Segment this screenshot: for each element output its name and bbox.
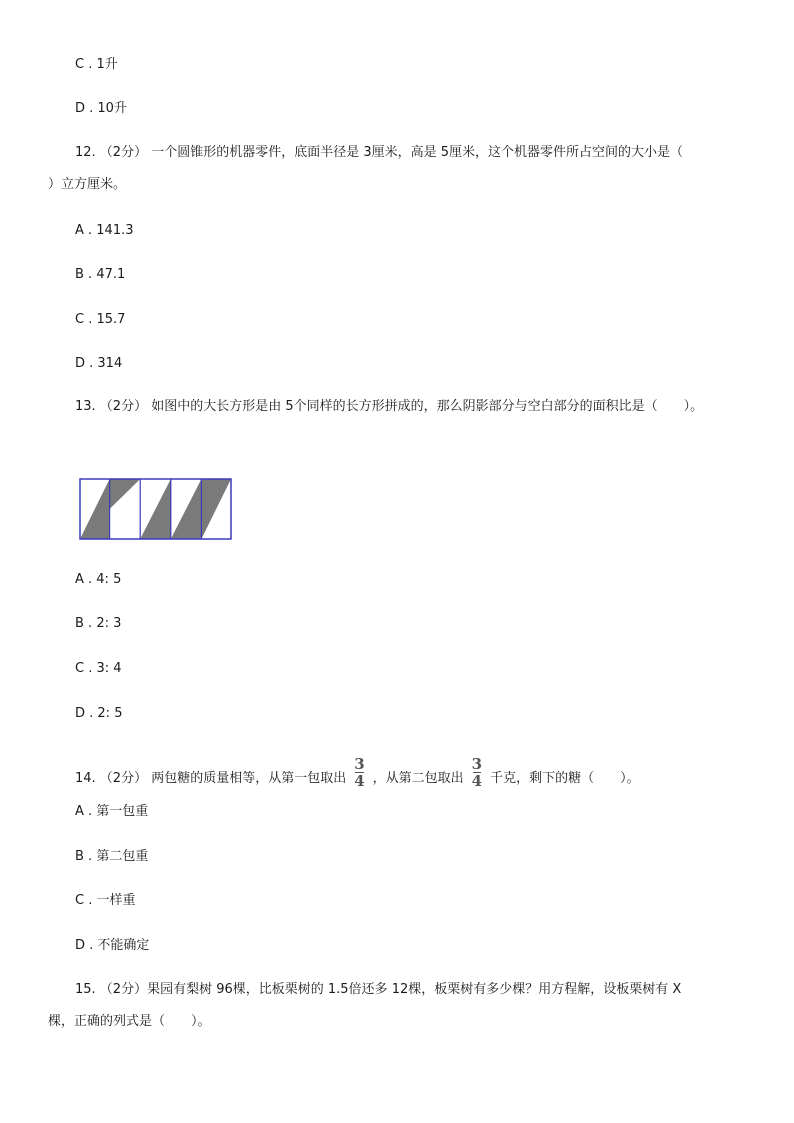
option-12d: D . 314	[75, 356, 123, 371]
question-12-text-cont: ）立方厘米。	[48, 177, 127, 192]
fraction-1-numerator: 3	[354, 755, 365, 773]
shaded-triangle-3	[140, 479, 171, 539]
fraction-2	[472, 756, 482, 789]
option-14d: D . 不能确定	[75, 938, 150, 953]
option-14a: A . 第一包重	[75, 804, 149, 819]
question-13-text: 13. （2分） 如图中的大长方形是由 5个同样的长方形拼成的，那么阴影部分与空白部分的面积比是（ ）。	[75, 399, 704, 414]
fraction-2-denominator: 4	[471, 772, 483, 790]
question-14-part2: ，从第二包取出	[372, 771, 464, 786]
question-14-part1: 14. （2分） 两包糖的质量相等，从第一包取出	[75, 771, 347, 786]
question-15-text: 15. （2分）果园有梨树 96棵，比板栗树的 1.5倍还多 12棵，板栗树有多少棵？用方程解，设板栗树有 X	[75, 982, 682, 997]
question-14-part3: 千克，剩下的糖（ ）。	[490, 771, 640, 786]
fraction-2-numerator: 3	[471, 755, 483, 773]
fraction-1-denominator: 4	[354, 772, 365, 790]
shaded-triangle-1	[80, 479, 110, 539]
option-11c: C . 1升	[75, 57, 118, 72]
rectangle-figure	[79, 478, 232, 544]
option-11d: D . 10升	[75, 101, 127, 116]
option-13b: B . 2: 3	[75, 616, 122, 631]
shaded-triangle-2	[110, 479, 141, 509]
fraction-1	[354, 756, 364, 789]
question-14-text	[75, 755, 640, 795]
option-12b: B . 47.1	[75, 267, 126, 282]
option-13d: D . 2: 5	[75, 706, 123, 721]
option-14c: C . 一样重	[75, 893, 136, 908]
option-12c: C . 15.7	[75, 312, 126, 327]
question-15-text-cont: 棵，正确的列式是（ ）。	[48, 1014, 211, 1029]
option-12a: A . 141.3	[75, 223, 134, 238]
question-12-text: 12. （2分） 一个圆锥形的机器零件，底面半径是 3厘米，高是 5厘米，这个机器零件所占空间的大小是（	[75, 145, 684, 160]
option-13a: A . 4: 5	[75, 572, 122, 587]
option-14b: B . 第二包重	[75, 849, 149, 864]
option-13c: C . 3: 4	[75, 661, 122, 676]
